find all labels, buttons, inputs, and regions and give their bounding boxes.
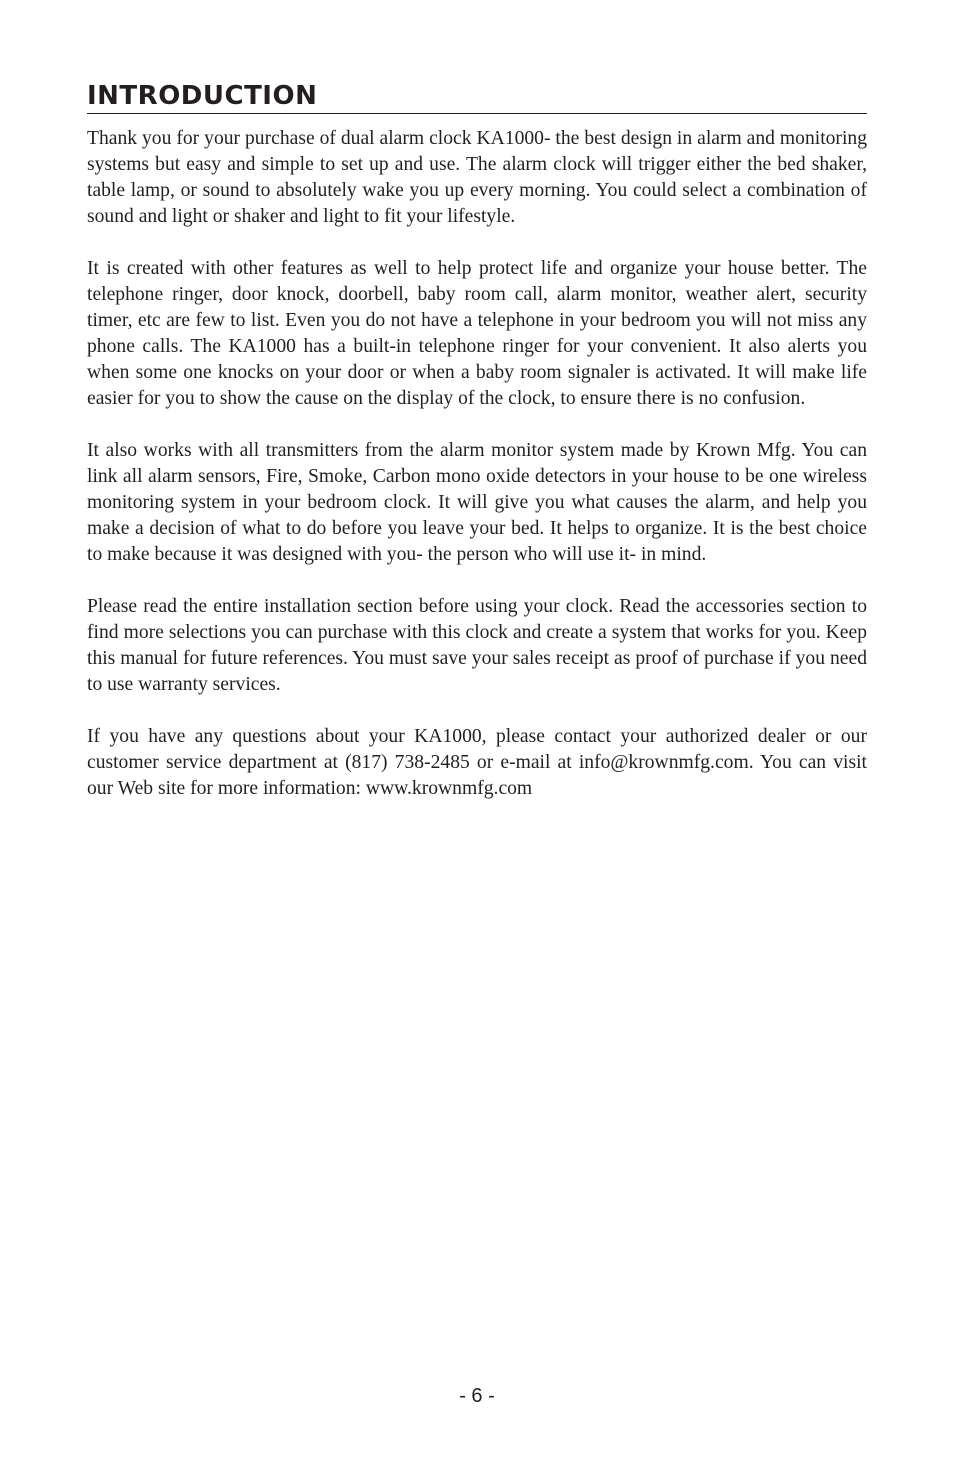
paragraph-features: It is created with other features as well to help protect life and organize your house better. The telephone ringer, door knock, doorbell, baby room call, alarm monitor, weather alert, security timer, etc are few to list. Even you do not have a telephone in your bedroom you will not miss any phone calls. The KA1000 has a built-in telephone ringer for your convenient. It also alerts you when some one knocks on your door or when a baby room signaler is activated. It will make life easier for you to show the cause on the display of the clock, to ensure there is no confusion. bbox=[87, 258, 867, 409]
body-text bbox=[87, 126, 867, 802]
paragraph-thank-you: Thank you for your purchase of dual alarm clock KA1000- the best design in alarm and monitoring systems but easy and simple to set up and use. The alarm clock will trigger either the bed shaker, table lamp, or sound to absolutely wake you up every morning. You could select a combination of sound and light or shaker and light to fit your lifestyle. bbox=[87, 128, 867, 227]
paragraph-contact: If you have any questions about your KA1000, please contact your authorized dealer or our customer service department at (817) 738-2485 or e-mail at info@krownmfg.com. You can visit our Web site for more information: www.krownmfg.com bbox=[87, 726, 867, 799]
paragraph-transmitters: It also works with all transmitters from the alarm monitor system made by Krown Mfg. You can link all alarm sensors, Fire, Smoke, Carbon mono oxide detectors in your house to be one wireless monitoring system in your bedroom clock. It will give you what causes the alarm, and help you make a decision of what to do before you leave your bed. It helps to organize. It is the best choice to make because it was designed with you- the person who will use it- in mind. bbox=[87, 440, 867, 565]
page-content bbox=[87, 80, 867, 828]
section-title: INTRODUCTION bbox=[87, 80, 867, 114]
paragraph-installation: Please read the entire installation section before using your clock. Read the accessories section to find more selections you can purchase with this clock and create a system that works for you. Keep this manual for future references. You must save your sales receipt as proof of purchase if you need to use warranty services. bbox=[87, 596, 867, 695]
page-number: - 6 - bbox=[459, 1385, 495, 1407]
